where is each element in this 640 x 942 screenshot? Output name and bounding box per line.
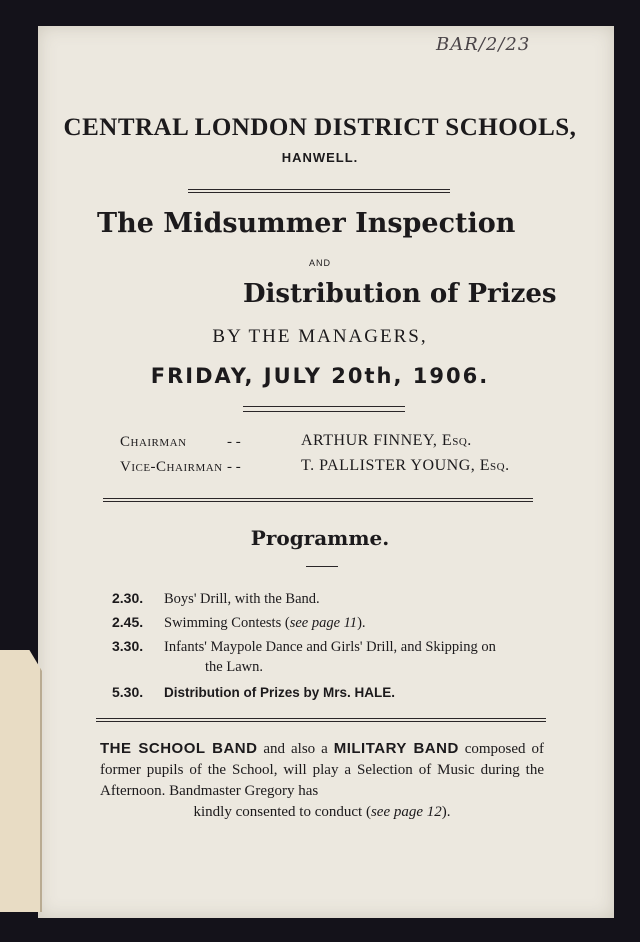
band-name: MILITARY BAND — [333, 740, 459, 757]
officer-name: ARTHUR FINNEY, Esq. — [301, 432, 472, 449]
event-by-line: BY THE MANAGERS, — [212, 326, 428, 347]
band-page-ref: see page 12 — [370, 804, 442, 820]
event-and: AND — [308, 258, 331, 268]
event-title-line1: The Midsummer Inspection — [97, 208, 516, 239]
item-text: Infants' Maypole Dance and Girls' Drill, and Skipping on — [164, 639, 496, 655]
officer-role: Chairman — [120, 434, 187, 450]
item-time: 2.45. — [112, 614, 144, 630]
programme-item — [112, 638, 496, 656]
school-location: HANWELL. — [281, 150, 359, 165]
archive-reference: BAR/2/23 — [436, 34, 531, 55]
band-text: ). — [441, 804, 451, 820]
divider — [96, 718, 546, 722]
item-text: Distribution of Prizes by Mrs. HALE. — [164, 685, 396, 700]
band-last-line — [100, 802, 544, 823]
divider — [243, 411, 405, 412]
band-note — [100, 738, 544, 823]
item-text: Swimming Contests ( — [164, 615, 290, 631]
officer-name: T. PALLISTER YOUNG, Esq. — [301, 457, 510, 474]
band-name: THE SCHOOL BAND — [100, 740, 258, 757]
event-date: FRIDAY, JULY 20th, 1906. — [150, 364, 490, 388]
archive-tab — [0, 650, 42, 912]
divider — [243, 406, 405, 407]
divider — [306, 566, 338, 567]
band-text: kindly consented to conduct ( — [193, 804, 371, 820]
band-text: and also a — [257, 741, 334, 757]
divider — [103, 498, 533, 502]
item-time: 5.30. — [112, 684, 144, 700]
item-time: 2.30. — [112, 590, 144, 606]
programme-item-continuation: the Lawn. — [205, 659, 263, 675]
item-time: 3.30. — [112, 638, 144, 654]
item-text-tail: ). — [357, 615, 366, 631]
programme-item — [112, 590, 320, 608]
programme-title: Programme. — [250, 526, 390, 550]
officer-dashes: - - — [227, 434, 241, 450]
programme-item — [112, 684, 395, 700]
officer-dashes: - - — [227, 459, 241, 475]
divider — [188, 189, 450, 193]
school-name: CENTRAL LONDON DISTRICT SCHOOLS, — [63, 114, 577, 141]
programme-item — [112, 614, 366, 632]
officer-role: Vice-Chairman — [120, 459, 223, 475]
band-text: composed of former pupils of the School, will play a Selection of Music during the Afternoon. Bandmaster Gregory has — [100, 741, 544, 799]
event-title-line2: Distribution of Prizes — [243, 279, 557, 309]
item-text: Boys' Drill, with the Band. — [164, 591, 320, 607]
item-page-ref: see page 11 — [289, 615, 358, 631]
